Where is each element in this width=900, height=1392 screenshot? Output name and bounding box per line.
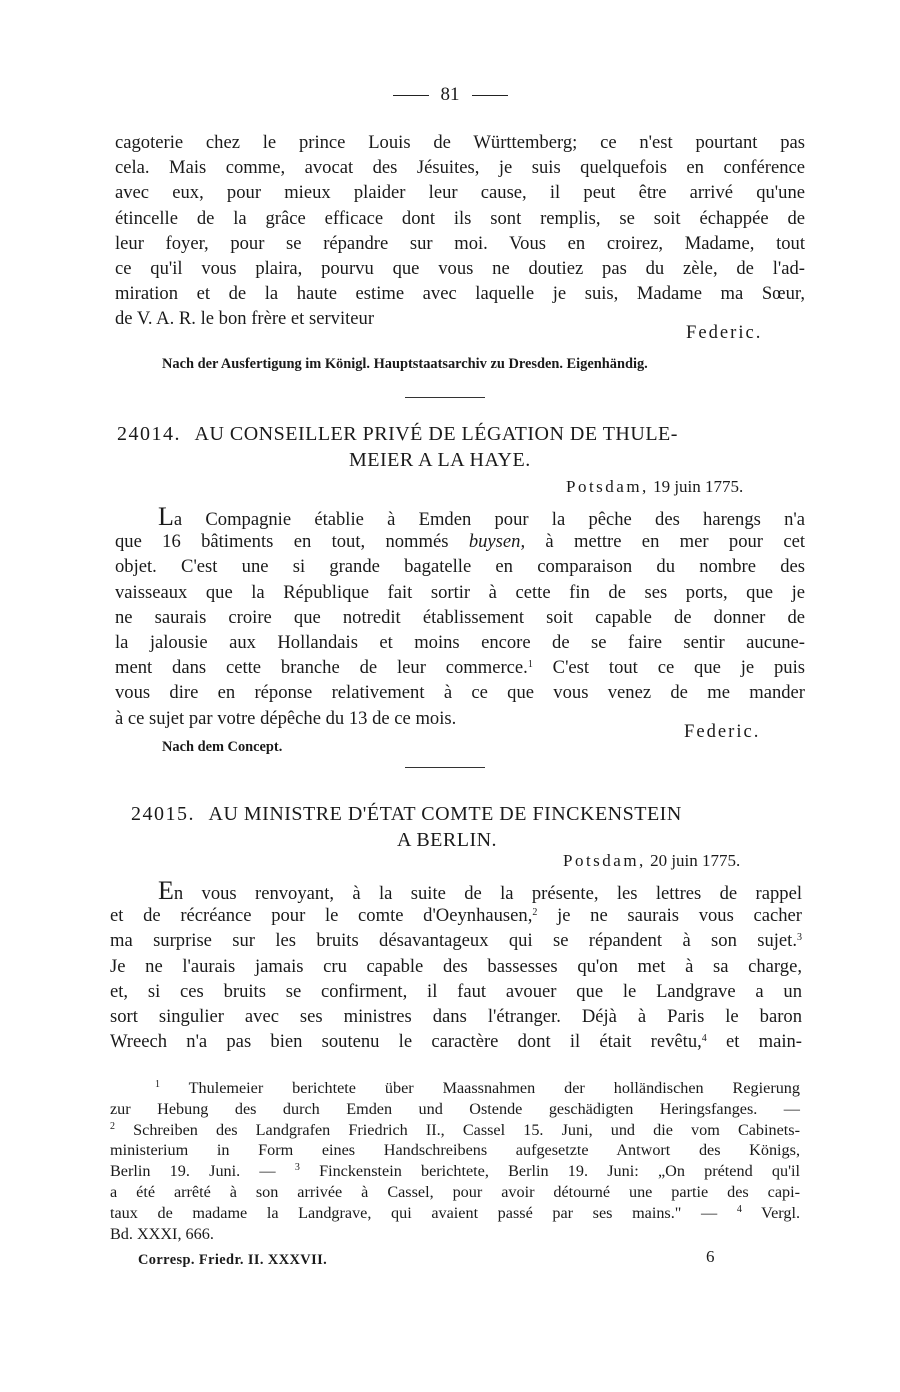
text-fragment: a Compagnie établie à Emden pour la pêche des harengs n'a bbox=[173, 509, 805, 530]
heading-line: MEIER A LA HAYE. bbox=[349, 449, 531, 471]
text-line: Je ne l'aurais jamais cru capable des bassesses qu'on met à sa charge, bbox=[110, 955, 802, 977]
text-line: cagoterie chez le prince Louis de Württemberg; ce n'est pourtant pas bbox=[115, 132, 805, 153]
heading-line: AU MINISTRE D'ÉTAT COMTE DE FINCKENSTEIN bbox=[208, 803, 682, 825]
text-line: à ce sujet par votre dépêche du 13 de ce mois. bbox=[115, 707, 457, 729]
text-line: ce qu'il vous plaira, pourvu que vous ne doutiez pas du zèle, de l'ad- bbox=[115, 257, 805, 279]
section-divider bbox=[405, 767, 485, 768]
text-line bbox=[115, 655, 805, 680]
footnotes bbox=[110, 1078, 800, 1244]
text-fragment: Finckenstein berichtete, Berlin 19. Juni: „On prétend qu'il bbox=[319, 1162, 801, 1181]
letter-body bbox=[110, 878, 802, 1054]
footnote-line bbox=[110, 1203, 800, 1224]
source-note: Nach der Ausfertigung im Königl. Hauptstaatsarchiv zu Dresden. Eigenhändig. bbox=[162, 356, 648, 372]
text-line: sort singulier avec ses ministres dans l'étranger. Déjà à Paris le baron bbox=[110, 1005, 802, 1027]
page-header bbox=[0, 84, 900, 106]
text-line bbox=[115, 504, 805, 529]
text-line: miration et de la haute estime avec laquelle je suis, Madame ma Sœur, bbox=[115, 283, 805, 305]
dropcap: L bbox=[158, 502, 174, 531]
date-value: 19 juin 1775. bbox=[653, 477, 744, 496]
text-fragment: Vergl. bbox=[761, 1203, 800, 1222]
text-fragment: taux de madame la Landgrave, qui avaient passé par ses mains." — bbox=[110, 1203, 718, 1222]
date-place: Potsdam, bbox=[563, 851, 646, 870]
text-line: la jalousie aux Hollandais et moins encore de se faire sentir aucune- bbox=[115, 631, 805, 653]
text-line: cela. Mais comme, avocat des Jésuites, je suis quelquefois en conférence bbox=[115, 157, 805, 179]
heading-line: AU CONSEILLER PRIVÉ DE LÉGATION DE THULE- bbox=[194, 423, 678, 445]
text-fragment: Berlin 19. Juni. — bbox=[110, 1162, 276, 1181]
footnote-marker: 4 bbox=[736, 1203, 742, 1215]
header-dash-left bbox=[393, 95, 429, 96]
dateline bbox=[566, 477, 743, 497]
text-line: vaisseaux que la République fait sortir à cette fin de ses ports, que je bbox=[115, 581, 805, 603]
letter-heading bbox=[117, 423, 678, 446]
footnote-ref: 2 bbox=[532, 907, 538, 919]
text-line: objet. C'est une si grande bagatelle en comparaison du nombre des bbox=[115, 556, 805, 578]
dropcap: E bbox=[158, 876, 174, 905]
text-fragment: ment dans cette branche de leur commerce. bbox=[115, 657, 528, 679]
date-value: 20 juin 1775. bbox=[650, 851, 741, 870]
footnote-marker: 2 bbox=[110, 1120, 115, 1132]
footnote-line bbox=[110, 1078, 800, 1099]
letter-number: 24014. bbox=[117, 423, 181, 445]
text-line: étincelle de la grâce efficace dont ils sont remplis, se soit échappée de bbox=[115, 207, 805, 229]
text-line: vous dire en réponse relativement à ce que vous venez de me mander bbox=[115, 682, 805, 704]
text-line: de V. A. R. le bon frère et serviteur bbox=[115, 308, 375, 330]
letter-body bbox=[115, 504, 805, 731]
text-fragment: et main- bbox=[725, 1031, 802, 1053]
text-fragment: Schreiben des Landgrafen Friedrich II., Cassel 15. Juni, und die vom Cabinets- bbox=[133, 1120, 800, 1139]
text-fragment: Wreech n'a pas bien soutenu le caractère dont il était revêtu, bbox=[110, 1031, 702, 1053]
text-fragment: et de récréance pour le comte d'Oeynhausen, bbox=[110, 905, 533, 927]
date-place: Potsdam, bbox=[566, 477, 649, 496]
text-line: ne saurais croire que notredit établissement soit capable de donner de bbox=[115, 606, 805, 628]
text-line bbox=[110, 878, 802, 903]
heading-line: A BERLIN. bbox=[397, 829, 498, 851]
text-fragment: que 16 bâtiments en tout, nommés bbox=[115, 531, 449, 553]
footnote-line: a été arrêté à son arrivée à Cassel, pour avoir détourné une partie des capi- bbox=[110, 1182, 800, 1201]
text-fragment: je ne saurais vous cacher bbox=[557, 905, 802, 927]
letter-heading bbox=[131, 803, 682, 826]
text-line bbox=[110, 903, 802, 928]
text-line: et, si ces bruits se confirment, il faut avouer que le Landgrave a un bbox=[110, 980, 802, 1002]
text-line bbox=[115, 529, 805, 554]
footnote-line bbox=[110, 1120, 800, 1141]
series-footer: Corresp. Friedr. II. XXXVII. bbox=[138, 1252, 328, 1268]
signature-mark: 6 bbox=[706, 1247, 715, 1266]
prev-letter-text bbox=[115, 130, 805, 332]
footnote-line: Bd. XXXI, 666. bbox=[110, 1224, 214, 1243]
section-divider bbox=[405, 397, 485, 398]
text-line: leur foyer, pour se répandre sur moi. Vous en croirez, Madame, tout bbox=[115, 232, 805, 254]
source-note: Nach dem Concept. bbox=[162, 739, 283, 755]
text-fragment: Thulemeier berichtete über Maassnahmen der holländischen Regierung bbox=[188, 1079, 800, 1097]
footnote-line: zur Hebung des durch Emden und Ostende geschädigten Heringsfanges. — bbox=[110, 1099, 800, 1118]
text-fragment: ma surprise sur les bruits désavantageux qui se répandent à son sujet. bbox=[110, 930, 797, 952]
footnote-marker: 3 bbox=[294, 1162, 300, 1174]
letter-number: 24015. bbox=[131, 803, 195, 825]
signature: Federic. bbox=[684, 721, 761, 742]
text-line bbox=[110, 928, 802, 953]
page-number: 81 bbox=[440, 84, 460, 105]
signature: Federic. bbox=[686, 322, 763, 343]
footnote-line: ministerium in Form eines Handschreibens aufgesetzte Antwort des Königs, bbox=[110, 1141, 800, 1160]
text-line: avec eux, pour mieux plaider leur cause, il peut être arrivé qu'une bbox=[115, 182, 805, 204]
text-line bbox=[110, 1029, 802, 1054]
italic-term: buysen, bbox=[468, 531, 526, 553]
footnote-ref: 1 bbox=[527, 659, 533, 671]
footnote-marker: 1 bbox=[155, 1079, 160, 1090]
text-fragment: C'est tout ce que je puis bbox=[552, 657, 806, 679]
footnote-line bbox=[110, 1161, 800, 1182]
header-dash-right bbox=[472, 95, 508, 96]
footnote-ref: 3 bbox=[797, 932, 802, 944]
text-fragment: n vous renvoyant, à la suite de la présente, les lettres de rappel bbox=[173, 883, 802, 904]
footnote-ref: 4 bbox=[701, 1033, 707, 1045]
text-fragment: à mettre en mer pour cet bbox=[545, 531, 805, 553]
dateline bbox=[563, 851, 740, 871]
